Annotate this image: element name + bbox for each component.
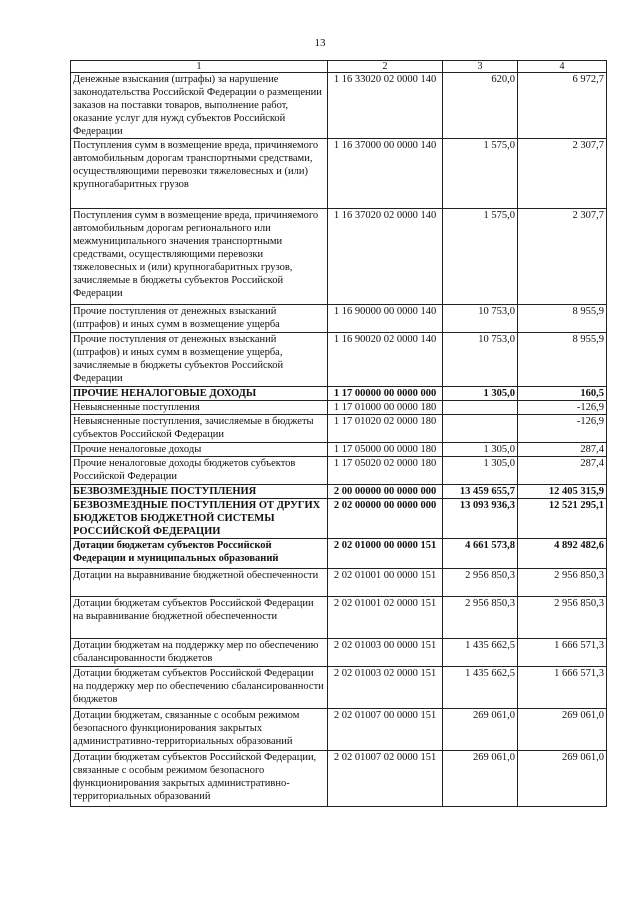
column-header: 4: [518, 61, 607, 73]
row-name: Поступления сумм в возмещение вреда, причиняемого автомобильным дорогам регионального или межмуниципального значения транспортными средствами, осуществляющими перевозки тяжеловесных и (или) крупногабаритных грузов, зачисляемые в бюджеты субъектов Российской Федерации: [71, 209, 328, 305]
row-value-col4: 12 521 295,1: [518, 499, 607, 539]
row-name: ПРОЧИЕ НЕНАЛОГОВЫЕ ДОХОДЫ: [71, 387, 328, 401]
row-value-col4: 269 061,0: [518, 709, 607, 751]
row-value-col4: 6 972,7: [518, 73, 607, 139]
row-code: 2 02 00000 00 0000 000: [328, 499, 443, 539]
table-row: [71, 387, 607, 401]
row-value-col4: 2 956 850,3: [518, 597, 607, 639]
row-value-col3: 10 753,0: [443, 305, 518, 333]
row-name: Прочие неналоговые доходы бюджетов субъектов Российской Федерации: [71, 457, 328, 485]
row-value-col4: 8 955,9: [518, 333, 607, 387]
row-value-col4: 2 307,7: [518, 209, 607, 305]
row-value-col3: 1 305,0: [443, 457, 518, 485]
row-code: 2 02 01000 00 0000 151: [328, 539, 443, 569]
row-name: Денежные взыскания (штрафы) за нарушение законодательства Российской Федерации о размещении заказов на поставки товаров, выполнение работ, оказание услуг для нужд субъектов Российской Федерации: [71, 73, 328, 139]
row-name: БЕЗВОЗМЕЗДНЫЕ ПОСТУПЛЕНИЯ ОТ ДРУГИХ БЮДЖЕТОВ БЮДЖЕТНОЙ СИСТЕМЫ РОССИЙСКОЙ ФЕДЕРАЦИИ: [71, 499, 328, 539]
row-value-col4: -126,9: [518, 415, 607, 443]
row-name: Дотации бюджетам субъектов Российской Федерации, связанные с особым режимом безопасного функционирования закрытых административно-территориальных образований: [71, 751, 328, 807]
row-name: Невыясненные поступления, зачисляемые в бюджеты субъектов Российской Федерации: [71, 415, 328, 443]
row-value-col4: 269 061,0: [518, 751, 607, 807]
row-code: 1 16 37020 02 0000 140: [328, 209, 443, 305]
row-value-col3: 4 661 573,8: [443, 539, 518, 569]
row-name: Прочие поступления от денежных взысканий (штрафов) и иных сумм в возмещение ущерба, зачисляемые в бюджеты субъектов Российской Федерации: [71, 333, 328, 387]
table-row: [71, 499, 607, 539]
row-value-col4: 287,4: [518, 457, 607, 485]
row-value-col3: 1 435 662,5: [443, 639, 518, 667]
row-value-col3: [443, 401, 518, 415]
table-row: [71, 415, 607, 443]
row-name: Поступления сумм в возмещение вреда, причиняемого автомобильным дорогам транспортными средствами, осуществляющими перевозки тяжеловесных и (или) крупногабаритных грузов: [71, 139, 328, 209]
row-value-col3: 2 956 850,3: [443, 569, 518, 597]
row-value-col4: 8 955,9: [518, 305, 607, 333]
row-code: 2 02 01001 00 0000 151: [328, 569, 443, 597]
table-row: [71, 73, 607, 139]
row-name: Дотации бюджетам субъектов Российской Федерации на поддержку мер по обеспечению сбалансированности бюджетов: [71, 667, 328, 709]
row-value-col4: 1 666 571,3: [518, 667, 607, 709]
table-row: [71, 569, 607, 597]
row-code: 2 02 01001 02 0000 151: [328, 597, 443, 639]
row-value-col3: 620,0: [443, 73, 518, 139]
table-row: [71, 401, 607, 415]
table-row: [71, 539, 607, 569]
row-value-col4: 2 956 850,3: [518, 569, 607, 597]
row-value-col3: 1 575,0: [443, 139, 518, 209]
row-value-col3: 1 435 662,5: [443, 667, 518, 709]
row-name: Дотации бюджетам на поддержку мер по обеспечению сбалансированности бюджетов: [71, 639, 328, 667]
table-row: [71, 639, 607, 667]
row-code: 1 17 00000 00 0000 000: [328, 387, 443, 401]
row-value-col4: 1 666 571,3: [518, 639, 607, 667]
row-code: 2 02 01007 00 0000 151: [328, 709, 443, 751]
table-row: [71, 305, 607, 333]
row-value-col3: 1 575,0: [443, 209, 518, 305]
row-value-col4: 287,4: [518, 443, 607, 457]
table-row: [71, 139, 607, 209]
row-name: Дотации на выравнивание бюджетной обеспеченности: [71, 569, 328, 597]
row-value-col3: 2 956 850,3: [443, 597, 518, 639]
row-value-col4: 12 405 315,9: [518, 485, 607, 499]
row-name: Невыясненные поступления: [71, 401, 328, 415]
row-value-col3: 269 061,0: [443, 709, 518, 751]
row-name: Дотации бюджетам, связанные с особым режимом безопасного функционирования закрытых административно-территориальных образований: [71, 709, 328, 751]
row-code: 1 16 37000 00 0000 140: [328, 139, 443, 209]
row-value-col3: [443, 415, 518, 443]
row-name: Прочие неналоговые доходы: [71, 443, 328, 457]
row-value-col4: 4 892 482,6: [518, 539, 607, 569]
table-row: [71, 597, 607, 639]
row-code: 1 16 33020 02 0000 140: [328, 73, 443, 139]
row-name: Прочие поступления от денежных взысканий (штрафов) и иных сумм в возмещение ущерба: [71, 305, 328, 333]
row-code: 2 02 01003 02 0000 151: [328, 667, 443, 709]
row-code: 2 00 00000 00 0000 000: [328, 485, 443, 499]
row-code: 2 02 01003 00 0000 151: [328, 639, 443, 667]
row-name: БЕЗВОЗМЕЗДНЫЕ ПОСТУПЛЕНИЯ: [71, 485, 328, 499]
row-code: 1 17 05000 00 0000 180: [328, 443, 443, 457]
row-code: 1 17 01000 00 0000 180: [328, 401, 443, 415]
row-value-col3: 13 459 655,7: [443, 485, 518, 499]
row-value-col3: 10 753,0: [443, 333, 518, 387]
table-row: [71, 485, 607, 499]
row-value-col3: 13 093 936,3: [443, 499, 518, 539]
page-number: 13: [314, 37, 326, 49]
row-name: Дотации бюджетам субъектов Российской Федерации и муниципальных образований: [71, 539, 328, 569]
row-value-col3: 269 061,0: [443, 751, 518, 807]
column-header: 1: [71, 61, 328, 73]
row-code: 1 17 01020 02 0000 180: [328, 415, 443, 443]
table-row: [71, 457, 607, 485]
row-value-col4: -126,9: [518, 401, 607, 415]
row-name: Дотации бюджетам субъектов Российской Федерации на выравнивание бюджетной обеспеченности: [71, 597, 328, 639]
table-row: [71, 443, 607, 457]
row-value-col3: 1 305,0: [443, 387, 518, 401]
row-value-col4: 160,5: [518, 387, 607, 401]
column-number-row: [71, 61, 607, 73]
table-row: [71, 709, 607, 751]
column-header: 3: [443, 61, 518, 73]
row-value-col3: 1 305,0: [443, 443, 518, 457]
table-row: [71, 333, 607, 387]
budget-table: [70, 60, 607, 807]
table-row: [71, 751, 607, 807]
row-code: 1 17 05020 02 0000 180: [328, 457, 443, 485]
row-value-col4: 2 307,7: [518, 139, 607, 209]
row-code: 1 16 90020 02 0000 140: [328, 333, 443, 387]
column-header: 2: [328, 61, 443, 73]
row-code: 1 16 90000 00 0000 140: [328, 305, 443, 333]
table-row: [71, 667, 607, 709]
table-row: [71, 209, 607, 305]
row-code: 2 02 01007 02 0000 151: [328, 751, 443, 807]
